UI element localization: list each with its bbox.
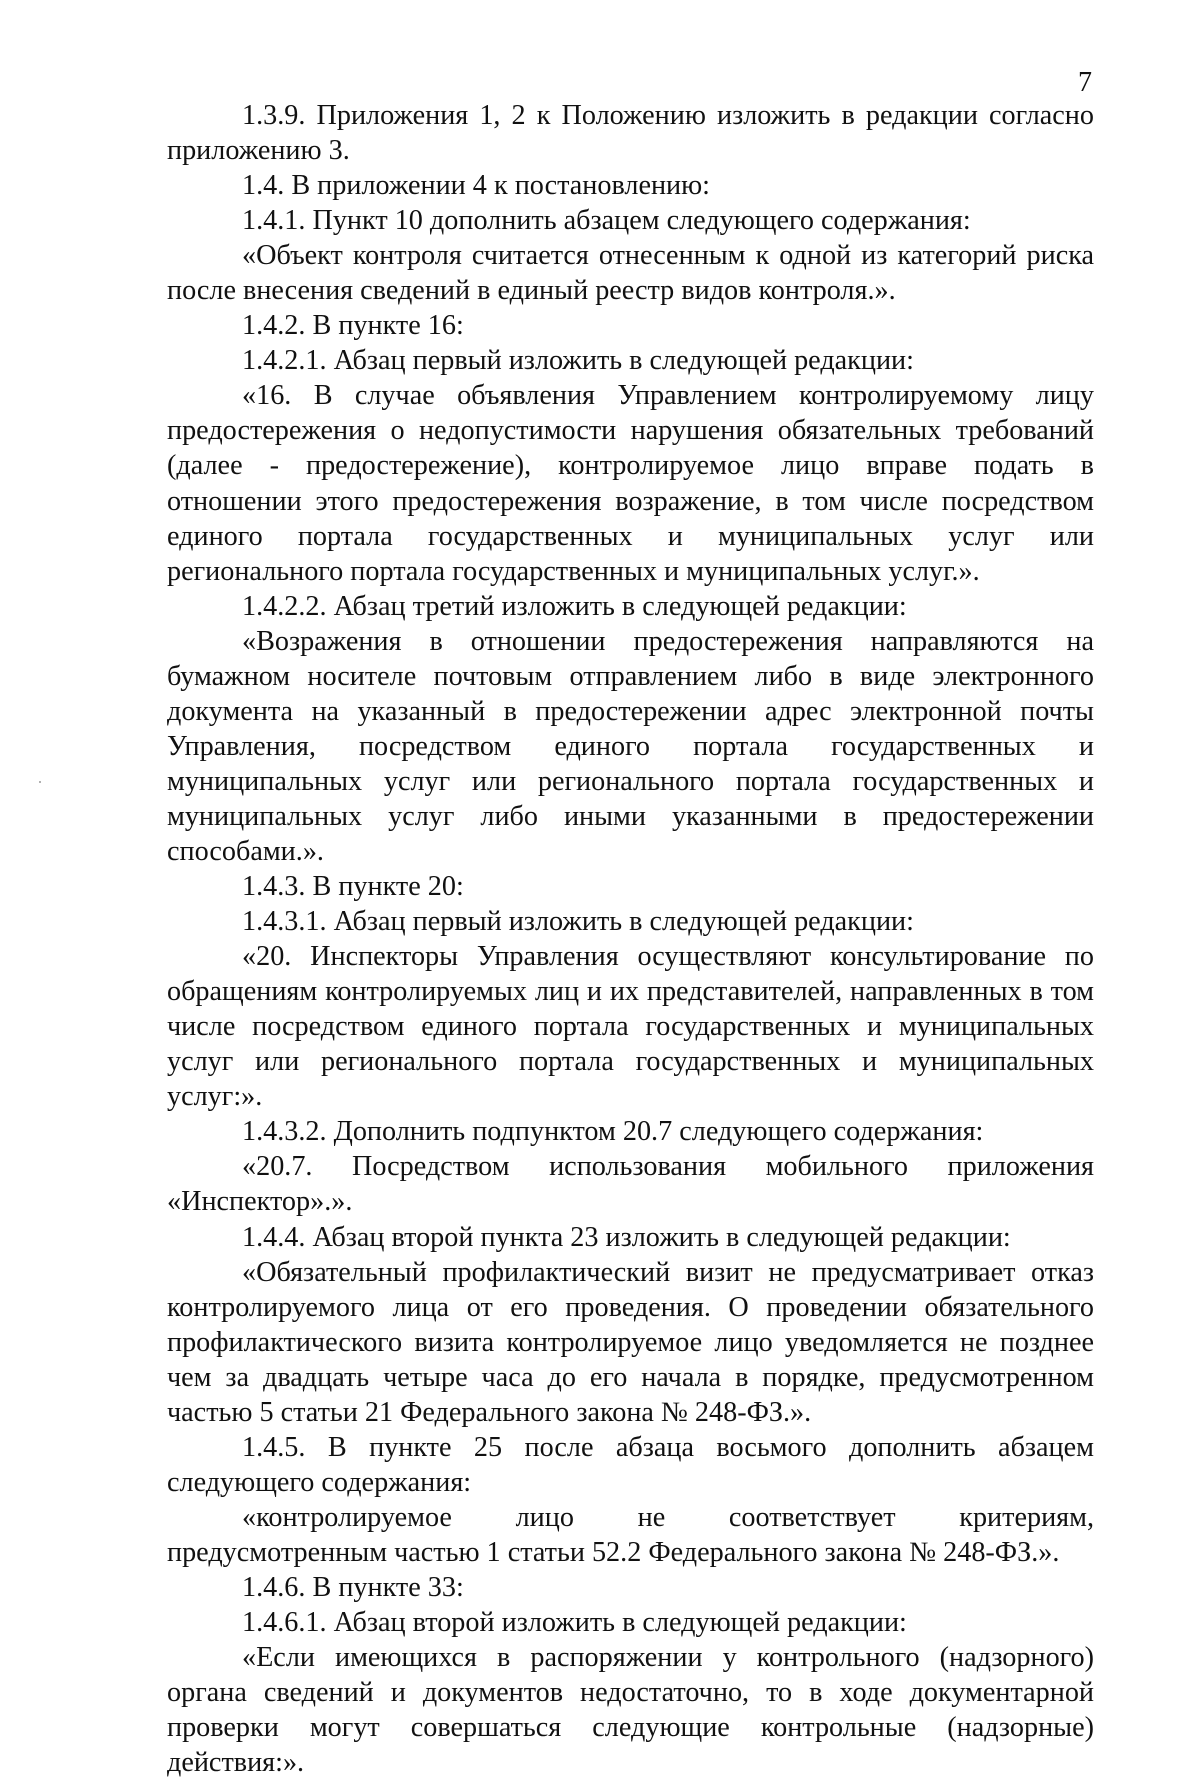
clause-1-4-2-2: 1.4.2.2. Абзац третий изложить в следующей редакции: <box>242 590 907 622</box>
scan-speck <box>39 781 41 783</box>
clause-1-4-5: 1.4.5. В пункте 25 после абзаца восьмого дополнить абзацем следующего содержания: <box>167 1431 1094 1498</box>
quote-paragraph: «контролируемое лицо не соответствует критериям, предусмотренным частью 1 статьи 52.2 Федерального закона № 248-ФЗ.». <box>167 1501 1094 1568</box>
quote-paragraph: «20.7. Посредством использования мобильного приложения «Инспектор».». <box>167 1151 1094 1218</box>
clause-1-3-9: 1.3.9. Приложения 1, 2 к Положению изложить в редакции согласно приложению 3. <box>167 100 1094 167</box>
page-number: 7 <box>1078 67 1092 98</box>
quote-paragraph: «Объект контроля считается отнесенным к одной из категорий риска после внесения сведений в единый реестр видов контроля.». <box>167 240 1094 307</box>
quote-paragraph: «Если имеющихся в распоряжении у контрольного (надзорного) органа сведений и документов недостаточно, то в ходе документарной проверки могут совершаться следующие контрольные (надзорные) действия:». <box>167 1642 1094 1779</box>
quote-paragraph: «16. В случае объявления Управлением контролируемому лицу предостережения о недопустимости нарушения обязательных требований (далее - предостережение), контролируемое лицо вправе подать в отношении этого предостережения возражение, в том числе посредством единого портала государственных и муниципальных услуг или регионального портала государственных и муниципальных услуг.». <box>167 380 1094 587</box>
clause-1-4-1: 1.4.1. Пункт 10 дополнить абзацем следующего содержания: <box>242 205 971 237</box>
quote-paragraph: «20. Инспекторы Управления осуществляют консультирование по обращениям контролируемых лиц и их представителей, направленных в том числе посредством единого портала государственных и муниципальных услуг или регионального портала государственных и муниципальных услуг:». <box>167 941 1094 1113</box>
document-body <box>167 98 1094 1780</box>
quote-paragraph: «Возражения в отношении предостережения направляются на бумажном носителе почтовым отправлением либо в виде электронного документа на указанный в предостережении адрес электронной почты Управления, посредством единого портала государственных и муниципальных услуг или регионального портала государственных и муниципальных услуг либо иными указанными в предостережении способами.». <box>167 625 1094 867</box>
clause-1-4-6-1: 1.4.6.1. Абзац второй изложить в следующей редакции: <box>242 1607 907 1639</box>
clause-1-4-2: 1.4.2. В пункте 16: <box>242 310 464 342</box>
clause-1-4-3: 1.4.3. В пункте 20: <box>242 871 464 903</box>
clause-1-4-4: 1.4.4. Абзац второй пункта 23 изложить в следующей редакции: <box>242 1221 1011 1253</box>
clause-1-4-3-1: 1.4.3.1. Абзац первый изложить в следующей редакции: <box>242 906 914 938</box>
clause-1-4-2-1: 1.4.2.1. Абзац первый изложить в следующей редакции: <box>242 345 914 377</box>
quote-paragraph: «Обязательный профилактический визит не предусматривает отказ контролируемого лица от его проведения. О проведении обязательного профилактического визита контролируемое лицо уведомляется не позднее чем за двадцать четыре часа до его начала в порядке, предусмотренном частью 5 статьи 21 Федерального закона № 248-ФЗ.». <box>167 1256 1094 1428</box>
clause-1-4-3-2: 1.4.3.2. Дополнить подпунктом 20.7 следующего содержания: <box>242 1116 984 1148</box>
clause-1-4: 1.4. В приложении 4 к постановлению: <box>242 170 711 202</box>
clause-1-4-6: 1.4.6. В пункте 33: <box>242 1571 464 1603</box>
